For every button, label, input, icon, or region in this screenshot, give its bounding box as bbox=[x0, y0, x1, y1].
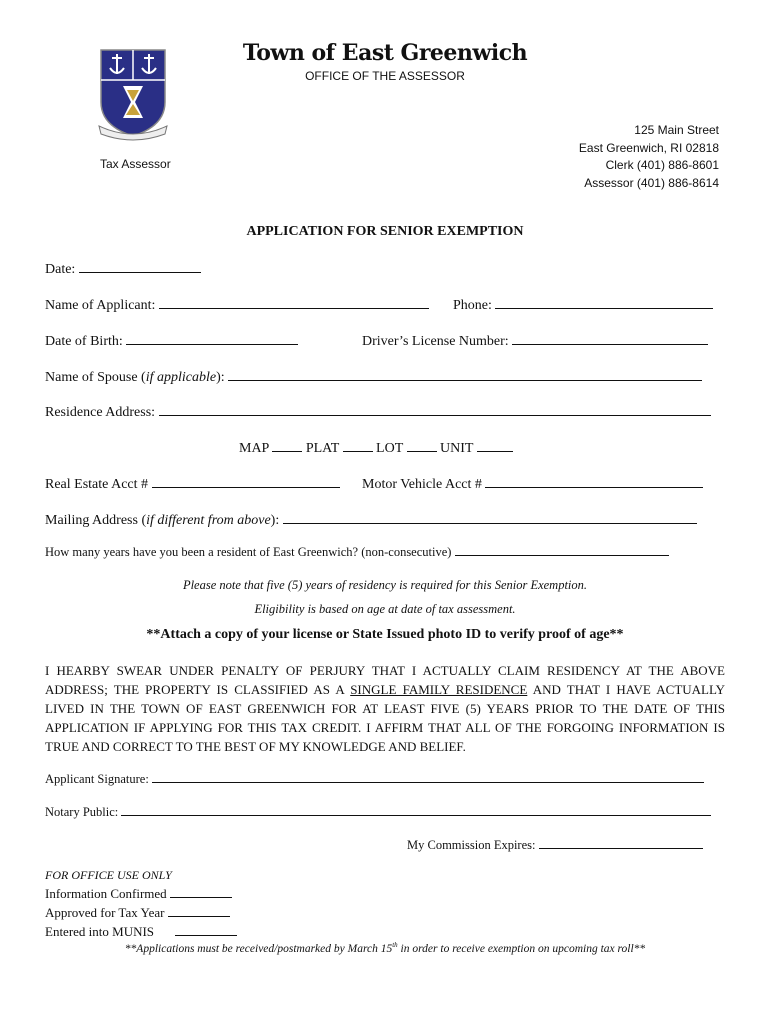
address-city: East Greenwich, RI 02818 bbox=[578, 140, 719, 155]
lot-field[interactable] bbox=[407, 439, 437, 452]
residence-field[interactable] bbox=[159, 403, 711, 416]
oath-paragraph bbox=[45, 661, 725, 756]
mailing-label-b: ): bbox=[270, 513, 280, 528]
approved-year-label: Approved for Tax Year bbox=[45, 905, 165, 920]
deadline-text-a: **Applications must be received/postmarked by March 15 bbox=[124, 942, 393, 955]
signature-field[interactable] bbox=[152, 772, 704, 783]
info-confirmed-label: Information Confirmed bbox=[45, 886, 167, 901]
spouse-label-italic: if applicable bbox=[145, 370, 217, 385]
unit-label: UNIT bbox=[440, 441, 474, 456]
spouse-field[interactable] bbox=[228, 368, 702, 381]
spouse-label-a: Name of Spouse ( bbox=[45, 370, 146, 385]
commission-label: My Commission Expires: bbox=[407, 838, 536, 852]
dob-field[interactable] bbox=[126, 332, 298, 345]
form-title: APPLICATION FOR SENIOR EXEMPTION bbox=[246, 224, 524, 239]
mailing-label-a: Mailing Address ( bbox=[45, 513, 147, 528]
license-label: Driver’s License Number: bbox=[362, 334, 509, 349]
residence-label: Residence Address: bbox=[45, 405, 156, 420]
date-label: Date: bbox=[45, 262, 76, 277]
deadline-text-b: in order to receive exemption on upcoming tax roll** bbox=[397, 942, 646, 955]
oath-text-a: I HEARBY SWEAR UNDER PENALTY OF PERJURY THAT I ACTUALLY CLAIM RESIDENCY AT THE ABOVE ADDRESS; THE PROPERTY IS CLASSIFIED AS A bbox=[45, 663, 725, 697]
plat-field[interactable] bbox=[343, 439, 373, 452]
motor-vehicle-label: Motor Vehicle Acct # bbox=[362, 477, 482, 492]
approved-year-field[interactable] bbox=[168, 906, 230, 917]
map-field[interactable] bbox=[272, 439, 302, 452]
motor-vehicle-field[interactable] bbox=[485, 475, 703, 488]
applicant-name-field[interactable] bbox=[159, 296, 429, 309]
dob-label: Date of Birth: bbox=[45, 334, 123, 349]
notary-field[interactable] bbox=[121, 805, 711, 816]
real-estate-field[interactable] bbox=[152, 475, 340, 488]
signature-label: Applicant Signature: bbox=[45, 772, 149, 786]
mailing-label-italic: if different from above bbox=[146, 513, 271, 528]
date-field[interactable] bbox=[79, 260, 201, 273]
years-label: How many years have you been a resident of East Greenwich? (non-consecutive) bbox=[45, 545, 452, 559]
residency-note: Please note that five (5) years of residency is required for this Senior Exemption. bbox=[182, 578, 588, 592]
munis-label: Entered into MUNIS bbox=[45, 924, 155, 939]
lot-label: LOT bbox=[376, 441, 403, 456]
office-name: OFFICE OF THE ASSESSOR bbox=[305, 69, 465, 83]
address-assessor-phone: Assessor (401) 886-8614 bbox=[584, 175, 719, 190]
spouse-label-b: ): bbox=[216, 370, 225, 385]
address-clerk-phone: Clerk (401) 886-8601 bbox=[605, 158, 719, 172]
license-field[interactable] bbox=[512, 332, 708, 345]
mailing-field[interactable] bbox=[283, 511, 697, 524]
notary-label: Notary Public: bbox=[45, 805, 119, 819]
applicant-label: Name of Applicant: bbox=[45, 298, 156, 313]
plat-label: PLAT bbox=[305, 441, 340, 456]
office-use-heading: FOR OFFICE USE ONLY bbox=[45, 868, 172, 882]
unit-field[interactable] bbox=[477, 439, 513, 452]
town-name: Town of East Greenwich bbox=[242, 40, 528, 66]
phone-label: Phone: bbox=[453, 298, 492, 313]
munis-field[interactable] bbox=[175, 925, 237, 936]
oath-underlined: SINGLE FAMILY RESIDENCE bbox=[350, 682, 528, 697]
tax-assessor-label: Tax Assessor bbox=[100, 157, 171, 171]
years-field[interactable] bbox=[455, 545, 669, 556]
deadline-sup: th bbox=[392, 941, 398, 949]
attach-id-notice: **Attach a copy of your license or State Issued photo ID to verify proof of age** bbox=[146, 627, 624, 642]
oath-text-b: AND THAT I HAVE ACTUALLY LIVED IN THE TOWN OF EAST GREENWICH FOR AT LEAST FIVE (5) YEARS PRIOR TO THE DATE OF THIS APPLICATION IF APPLYING FOR THIS TAX CREDIT. I AFFIRM THAT ALL OF THE FORGOING INFORMATION IS TRUE AND CORRECT TO THE BEST OF MY KNOWLEDGE AND BELIEF. bbox=[45, 682, 726, 754]
eligibility-note: Eligibility is based on age at date of tax assessment. bbox=[254, 602, 516, 616]
deadline-notice bbox=[0, 941, 770, 955]
real-estate-label: Real Estate Acct # bbox=[45, 477, 149, 492]
office-address bbox=[579, 122, 719, 192]
address-street: 125 Main Street bbox=[634, 123, 719, 137]
map-label: MAP bbox=[239, 441, 269, 456]
info-confirmed-field[interactable] bbox=[170, 887, 232, 898]
phone-field[interactable] bbox=[495, 296, 713, 309]
commission-field[interactable] bbox=[539, 838, 703, 849]
